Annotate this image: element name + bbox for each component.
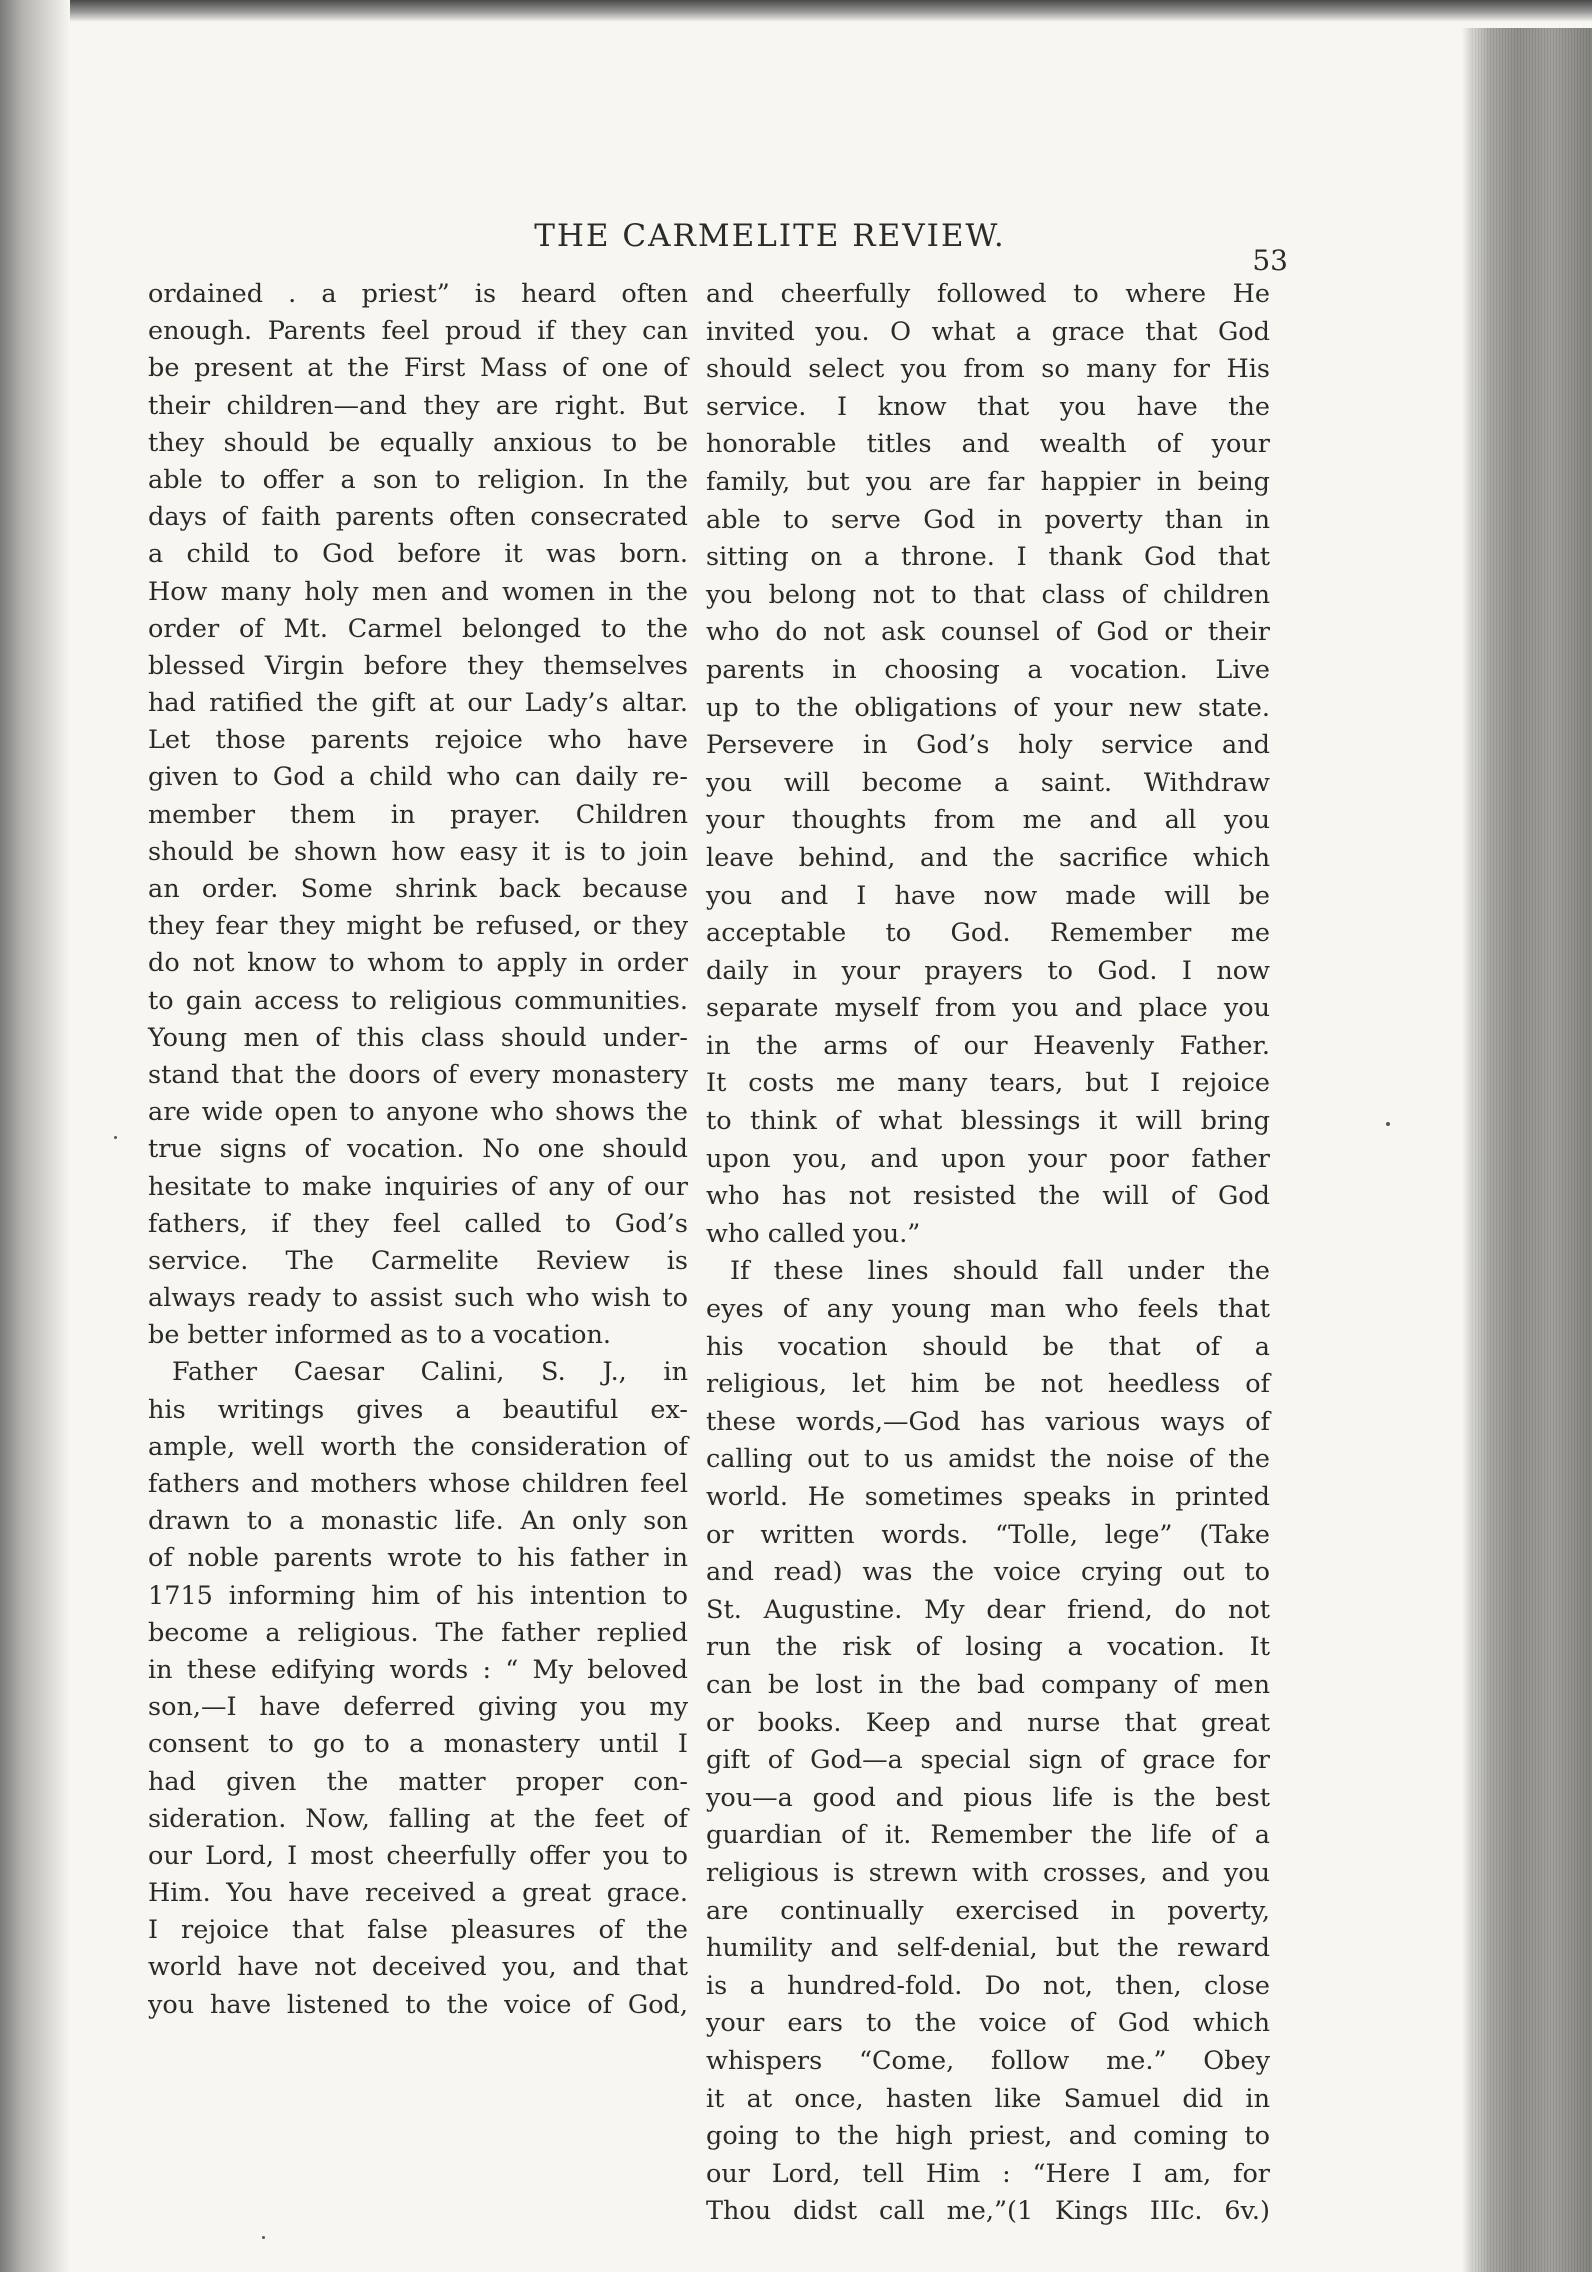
text-line: a child to God before it was born. bbox=[148, 539, 688, 570]
book-page-edges bbox=[1472, 28, 1592, 2272]
text-line: they should be equally anxious to be bbox=[148, 427, 688, 458]
text-line: invited you. O what a grace that God bbox=[706, 316, 1270, 347]
text-line: drawn to a monastic life. An only son bbox=[148, 1506, 688, 1537]
text-line: do not know to whom to apply in order bbox=[148, 948, 688, 979]
text-line: ample, well worth the consideration of bbox=[148, 1431, 688, 1462]
text-line: these words,—God has various ways of bbox=[706, 1406, 1270, 1437]
text-line: world have not deceived you, and that bbox=[148, 1952, 688, 1983]
text-line: gift of God—a special sign of grace for bbox=[706, 1745, 1270, 1776]
text-line: become a religious. The father replied bbox=[148, 1617, 688, 1648]
text-line: or written words. “Tolle, lege” (Take bbox=[706, 1519, 1270, 1550]
text-line: 1715 informing him of his intention to bbox=[148, 1580, 688, 1611]
text-line: be present at the First Mass of one of bbox=[148, 353, 688, 384]
text-line: your thoughts from me and all you bbox=[706, 805, 1270, 836]
text-line: you—a good and pious life is the best bbox=[706, 1782, 1270, 1813]
text-line: world. He sometimes speaks in printed bbox=[706, 1482, 1270, 1512]
text-line: and read) was the voice crying out to bbox=[706, 1557, 1270, 1588]
text-line: who has not resisted the will of God bbox=[706, 1181, 1270, 1212]
text-line: it at once, hasten like Samuel did in bbox=[706, 2083, 1270, 2114]
text-line: their children—and they are right. But bbox=[148, 390, 688, 421]
page-number: 53 bbox=[1252, 244, 1288, 277]
text-line: can be lost in the bad company of men bbox=[706, 1669, 1270, 1700]
text-line: an order. Some shrink back because bbox=[148, 874, 688, 904]
text-line: service. The Carmelite Review is bbox=[148, 1245, 688, 1276]
text-line: blessed Virgin before they themselves bbox=[148, 650, 688, 681]
binding-gutter-shadow bbox=[0, 0, 70, 2272]
text-line: son,—I have deferred giving you my bbox=[148, 1692, 688, 1723]
text-line: of noble parents wrote to his father in bbox=[148, 1543, 688, 1574]
text-line: given to God a child who can daily re- bbox=[148, 762, 688, 793]
text-line: service. I know that you have the bbox=[706, 391, 1270, 422]
text-line: days of faith parents often consecrated bbox=[148, 502, 688, 533]
text-line: daily in your prayers to God. I now bbox=[706, 955, 1270, 986]
text-line: religious, let him be not heedless of bbox=[706, 1369, 1270, 1400]
text-line: be better informed as to a vocation. bbox=[148, 1320, 612, 1351]
text-line: to gain access to religious communities. bbox=[148, 985, 688, 1016]
text-line: eyes of any young man who feels that bbox=[706, 1294, 1270, 1325]
text-line: had ratified the gift at our Lady’s altar. bbox=[148, 688, 688, 719]
top-edge-shadow bbox=[0, 0, 1592, 22]
text-line: ordained . a priest” is heard often bbox=[148, 279, 688, 309]
text-line: you and I have now made will be bbox=[706, 880, 1270, 911]
text-line: your ears to the voice of God which bbox=[706, 2008, 1270, 2039]
text-line: is a hundred-fold. Do not, then, close bbox=[706, 1970, 1270, 2001]
text-line: they fear they might be refused, or they bbox=[148, 911, 688, 942]
text-line: sideration. Now, falling at the feet of bbox=[148, 1803, 688, 1834]
text-line: able to offer a son to religion. In the bbox=[148, 464, 688, 495]
text-line: Persevere in God’s holy service and bbox=[706, 730, 1270, 761]
text-line: to think of what blessings it will bring bbox=[706, 1106, 1270, 1137]
text-line: always ready to assist such who wish to bbox=[148, 1283, 688, 1314]
text-line: member them in prayer. Children bbox=[148, 799, 688, 830]
text-line: you have listened to the voice of God, bbox=[148, 1989, 688, 2020]
text-line: in the arms of our Heavenly Father. bbox=[706, 1030, 1270, 1061]
right-text-column bbox=[706, 276, 1270, 2231]
text-line: order of Mt. Carmel belonged to the bbox=[148, 613, 688, 644]
text-line: our Lord, tell Him : “Here I am, for bbox=[706, 2158, 1270, 2189]
text-line: had given the matter proper con- bbox=[148, 1766, 688, 1797]
text-line: family, but you are far happier in being bbox=[706, 466, 1270, 497]
text-line: acceptable to God. Remember me bbox=[706, 918, 1270, 949]
text-line: who called you.” bbox=[706, 1218, 921, 1249]
text-line: able to serve God in poverty than in bbox=[706, 504, 1270, 535]
text-line: hesitate to make inquiries of any of our bbox=[148, 1171, 688, 1202]
text-line: are wide open to anyone who shows the bbox=[148, 1097, 688, 1128]
text-line: fathers and mothers whose children feel bbox=[148, 1469, 688, 1499]
text-line: upon you, and upon your poor father bbox=[706, 1143, 1270, 1174]
text-line: should select you from so many for His bbox=[706, 354, 1270, 385]
text-line: How many holy men and women in the bbox=[148, 576, 688, 607]
text-line: Him. You have received a great grace. bbox=[148, 1878, 688, 1909]
text-line: who do not ask counsel of God or their bbox=[706, 617, 1270, 648]
text-line: Thou didst call me,”(1 Kings IIIc. 6v.) bbox=[706, 2196, 1270, 2227]
text-line: Let those parents rejoice who have bbox=[148, 725, 688, 756]
text-line: parents in choosing a vocation. Live bbox=[706, 654, 1270, 685]
text-line: his vocation should be that of a bbox=[706, 1331, 1270, 1362]
text-line: If these lines should fall under the bbox=[730, 1256, 1270, 1287]
text-line: run the risk of losing a vocation. It bbox=[706, 1632, 1270, 1663]
speck-mark bbox=[114, 1136, 117, 1139]
text-line: calling out to us amidst the noise of the bbox=[706, 1444, 1270, 1475]
text-line: leave behind, and the sacrifice which bbox=[706, 842, 1270, 873]
text-line: I rejoice that false pleasures of the bbox=[148, 1915, 688, 1946]
text-line: his writings gives a beautiful ex- bbox=[148, 1394, 688, 1425]
text-line: Young men of this class should under- bbox=[148, 1022, 688, 1053]
text-line: you will become a saint. Withdraw bbox=[706, 767, 1270, 798]
text-line: humility and self-denial, but the reward bbox=[706, 1933, 1270, 1964]
text-line: whispers “Come, follow me.” Obey bbox=[706, 2045, 1270, 2076]
text-line: stand that the doors of every monastery bbox=[148, 1059, 688, 1090]
text-line: religious is strewn with crosses, and you bbox=[706, 1857, 1270, 1888]
left-text-column bbox=[148, 276, 688, 2024]
text-line: guardian of it. Remember the life of a bbox=[706, 1820, 1270, 1851]
running-head: THE CARMELITE REVIEW. bbox=[534, 218, 1006, 254]
text-line: up to the obligations of your new state. bbox=[706, 692, 1270, 723]
text-line: consent to go to a monastery until I bbox=[148, 1729, 688, 1760]
text-line: should be shown how easy it is to join bbox=[148, 836, 688, 867]
text-line: Father Caesar Calini, S. J., in bbox=[172, 1357, 688, 1388]
text-line: our Lord, I most cheerfully offer you to bbox=[148, 1840, 688, 1871]
text-line: going to the high priest, and coming to bbox=[706, 2121, 1270, 2152]
text-line: honorable titles and wealth of your bbox=[706, 429, 1270, 460]
text-line: It costs me many tears, but I rejoice bbox=[706, 1068, 1270, 1099]
text-line: you belong not to that class of children bbox=[706, 579, 1270, 610]
text-line: fathers, if they feel called to God’s bbox=[148, 1208, 688, 1239]
speck-mark bbox=[1386, 1122, 1390, 1126]
text-line: true signs of vocation. No one should bbox=[148, 1134, 688, 1165]
text-line: enough. Parents feel proud if they can bbox=[148, 316, 688, 347]
text-line: or books. Keep and nurse that great bbox=[706, 1707, 1270, 1738]
speck-mark bbox=[262, 2236, 265, 2239]
text-line: are continually exercised in poverty, bbox=[706, 1895, 1270, 1926]
text-line: in these edifying words : “ My beloved bbox=[148, 1654, 688, 1685]
text-line: sitting on a throne. I thank God that bbox=[706, 542, 1270, 573]
text-line: separate myself from you and place you bbox=[706, 993, 1270, 1024]
text-line: and cheerfully followed to where He bbox=[706, 279, 1270, 309]
text-line: St. Augustine. My dear friend, do not bbox=[706, 1594, 1270, 1625]
